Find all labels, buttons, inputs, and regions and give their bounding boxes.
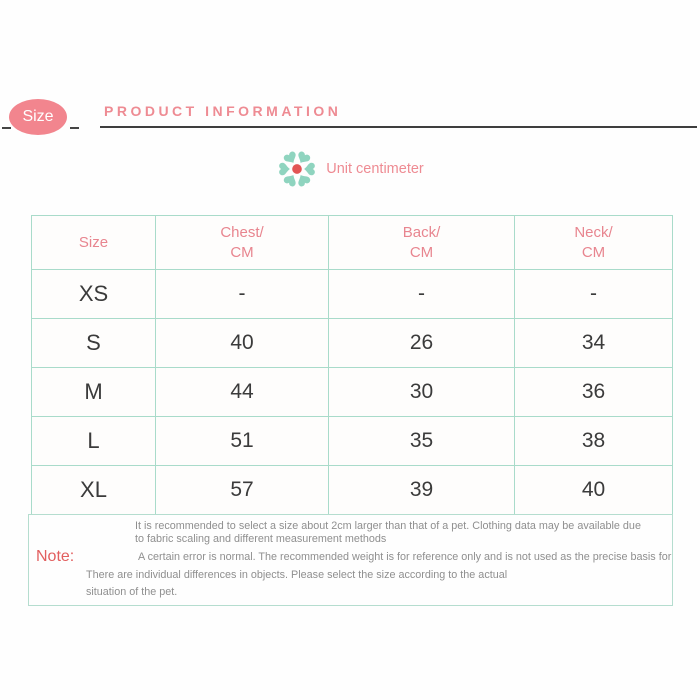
table-row-m: [32, 368, 673, 417]
table-cell: 34: [515, 319, 673, 368]
size-badge: [9, 99, 67, 135]
table-row-xs: [32, 270, 673, 319]
size-table: [31, 215, 673, 515]
page-title: PRODUCT INFORMATION: [104, 103, 342, 119]
column-header-neck: [515, 216, 673, 270]
unit-label: Unit centimeter: [326, 161, 424, 177]
flower-icon: [276, 148, 318, 190]
table-cell: 57: [156, 466, 329, 515]
table-cell: 51: [156, 417, 329, 466]
table-cell: -: [156, 270, 329, 319]
header-text: Neck/: [574, 224, 613, 241]
table-cell: 26: [329, 319, 515, 368]
table-row-xl: [32, 466, 673, 515]
unit-row: [0, 148, 700, 190]
column-header-size: [32, 216, 156, 270]
column-header-chest: [156, 216, 329, 270]
dash-decoration-left: [2, 127, 11, 129]
table-cell: 39: [329, 466, 515, 515]
table-cell: -: [515, 270, 673, 319]
table-cell: 38: [515, 417, 673, 466]
column-header-back: [329, 216, 515, 270]
table-cell: 35: [329, 417, 515, 466]
note-paragraph: It is recommended to select a size about 2cm larger than that of a pet. Clothing data may be available due to fabric scaling and different measurement methods: [135, 520, 641, 545]
table-cell: L: [32, 417, 156, 466]
header-text: CM: [409, 243, 434, 261]
table-header-row: [32, 216, 673, 270]
note-paragraph: A certain error is normal. The recommended weight is for reference only and is not used as the precise basis for: [138, 551, 672, 563]
table-cell: -: [329, 270, 515, 319]
table-cell: 30: [329, 368, 515, 417]
note-label: Note:: [36, 548, 75, 565]
note-paragraph: situation of the pet.: [86, 586, 178, 598]
table-cell: XL: [32, 466, 156, 515]
header-text: Back/: [402, 224, 441, 241]
table-row-l: [32, 417, 673, 466]
note-paragraph: There are individual differences in objects. Please select the size according to the actual: [86, 569, 508, 581]
header-text: CM: [230, 243, 254, 261]
table-row-s: [32, 319, 673, 368]
table-cell: S: [32, 319, 156, 368]
header-text: CM: [581, 243, 606, 261]
table-cell: 36: [515, 368, 673, 417]
header-text: Size: [78, 233, 109, 251]
note-box: [28, 514, 673, 606]
table-cell: XS: [32, 270, 156, 319]
size-badge-label: Size: [22, 108, 54, 125]
title-underline: [100, 126, 697, 128]
table-cell: 44: [156, 368, 329, 417]
header-text: Chest/: [220, 224, 264, 241]
table-cell: 40: [515, 466, 673, 515]
dash-decoration-right: [70, 127, 79, 129]
table-cell: M: [32, 368, 156, 417]
table-cell: 40: [156, 319, 329, 368]
